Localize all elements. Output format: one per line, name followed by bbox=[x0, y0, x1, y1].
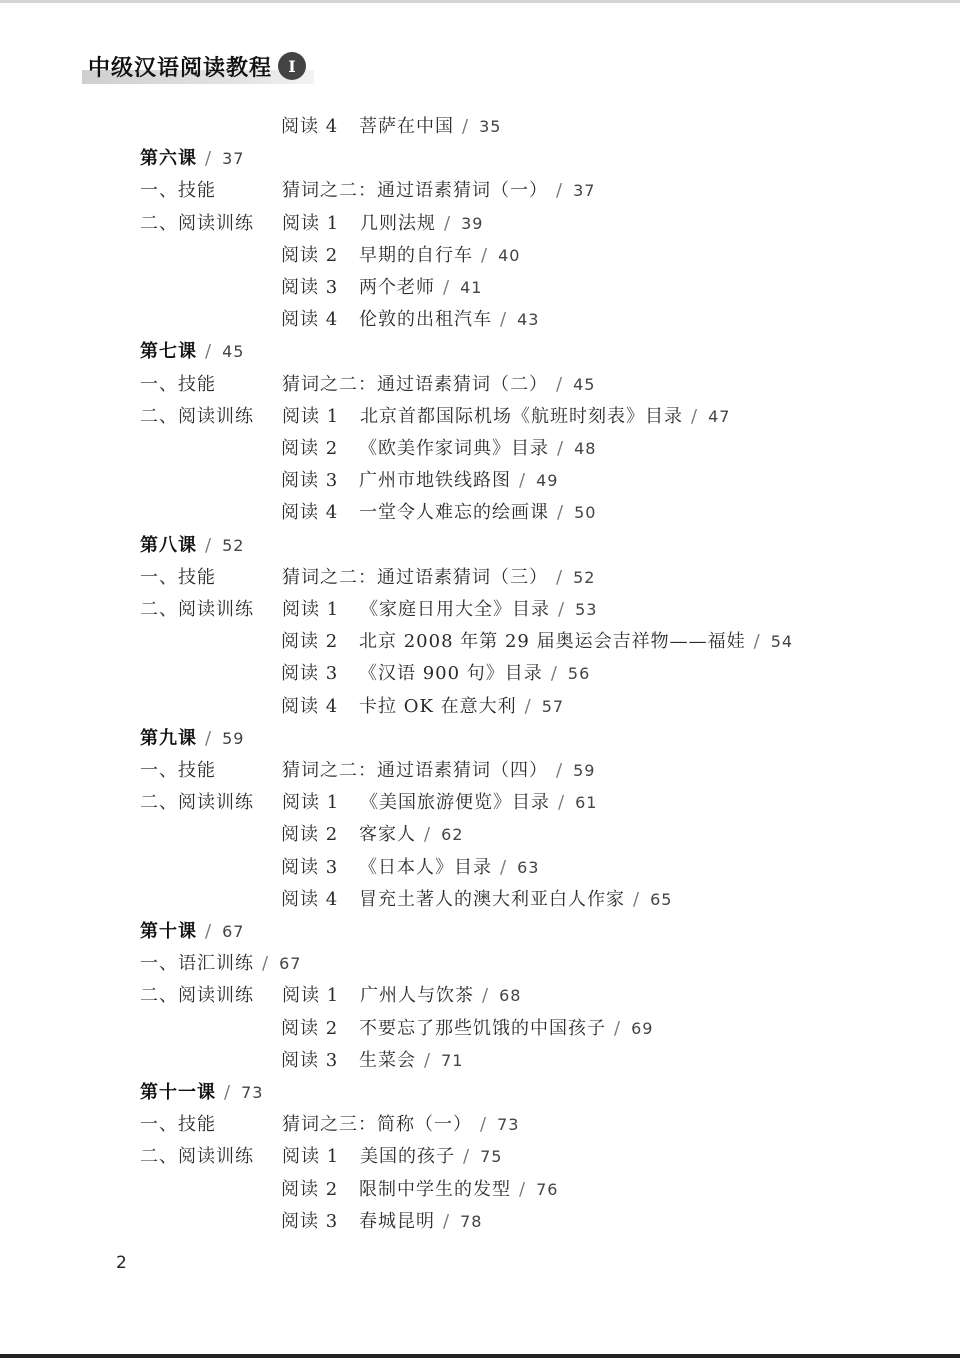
page-number-ref: 56 bbox=[567, 664, 591, 684]
separator-slash: / bbox=[556, 180, 564, 202]
toc-entry bbox=[281, 659, 590, 685]
toc-entry bbox=[281, 1207, 482, 1233]
separator-slash: / bbox=[557, 502, 565, 524]
lesson-title: 第六课 bbox=[140, 148, 197, 170]
reading-title: 美国的孩子 bbox=[360, 1146, 455, 1168]
section-label: 一、技能 bbox=[140, 566, 216, 588]
page-number-ref: 52 bbox=[573, 567, 596, 587]
toc-entry bbox=[281, 273, 482, 299]
toc-entry bbox=[281, 692, 564, 718]
toc-entry bbox=[140, 563, 595, 589]
reading-title: 不要忘了那些饥饿的中国孩子 bbox=[359, 1017, 606, 1039]
separator-slash: / bbox=[691, 405, 699, 427]
page-number-ref: 59 bbox=[573, 761, 596, 780]
page-number: 2 bbox=[116, 1253, 127, 1273]
toc-entry bbox=[281, 305, 539, 331]
section-label: 一、技能 bbox=[140, 180, 216, 202]
toc-entry bbox=[140, 1142, 502, 1168]
reading-label: 阅读 4 bbox=[281, 116, 339, 137]
separator-slash: / bbox=[205, 921, 213, 942]
page-number-ref: 68 bbox=[499, 986, 522, 1006]
section-label: 一、技能 bbox=[140, 373, 216, 395]
toc-entry bbox=[140, 144, 244, 170]
page-number-ref: 63 bbox=[517, 857, 540, 877]
reading-title: 春城昆明 bbox=[359, 1210, 435, 1232]
toc-entry bbox=[281, 853, 539, 879]
toc-entry bbox=[140, 337, 244, 363]
page-number-ref: 78 bbox=[460, 1211, 483, 1231]
lesson-title: 第七课 bbox=[140, 341, 197, 363]
reading-label: 阅读 3 bbox=[281, 1049, 339, 1071]
section-label: 二、阅读训练 bbox=[140, 212, 254, 234]
reading-title: 《欧美作家词典》目录 bbox=[359, 438, 549, 459]
page-number-ref: 35 bbox=[479, 117, 502, 136]
toc-entry bbox=[281, 820, 463, 846]
separator-slash: / bbox=[556, 566, 564, 588]
separator-slash: / bbox=[443, 1210, 451, 1232]
separator-slash: / bbox=[558, 599, 566, 620]
reading-label: 阅读 3 bbox=[281, 470, 339, 492]
reading-label: 阅读 2 bbox=[281, 438, 339, 459]
separator-slash: / bbox=[482, 985, 490, 1007]
separator-slash: / bbox=[500, 309, 508, 331]
section-label: 一、技能 bbox=[140, 1114, 216, 1136]
running-header bbox=[88, 48, 306, 84]
separator-slash: / bbox=[519, 1178, 527, 1200]
page-number-ref: 73 bbox=[497, 1115, 520, 1135]
page-number-ref: 62 bbox=[441, 825, 464, 845]
page-number-ref: 61 bbox=[575, 793, 598, 813]
page-number-ref: 76 bbox=[536, 1179, 559, 1199]
lesson-title: 第十一课 bbox=[140, 1082, 216, 1103]
separator-slash: / bbox=[524, 695, 532, 717]
toc-entry bbox=[140, 981, 521, 1007]
reading-label: 阅读 4 bbox=[281, 695, 339, 717]
reading-label: 阅读 3 bbox=[281, 277, 339, 298]
separator-slash: / bbox=[557, 438, 565, 459]
reading-label: 阅读 2 bbox=[281, 244, 339, 266]
page-number-ref: 54 bbox=[770, 632, 794, 652]
separator-slash: / bbox=[424, 1049, 432, 1071]
toc-entry bbox=[140, 402, 730, 428]
page-number-ref: 37 bbox=[222, 149, 245, 169]
reading-title: 伦敦的出租汽车 bbox=[359, 309, 492, 331]
separator-slash: / bbox=[424, 824, 432, 846]
page-number-ref: 65 bbox=[650, 889, 673, 909]
toc-entry bbox=[140, 724, 244, 750]
page-number-ref: 73 bbox=[241, 1083, 264, 1102]
separator-slash: / bbox=[519, 470, 527, 492]
separator-slash: / bbox=[550, 663, 558, 685]
separator-slash: / bbox=[205, 341, 213, 363]
separator-slash: / bbox=[205, 727, 213, 749]
separator-slash: / bbox=[614, 1017, 622, 1039]
separator-slash: / bbox=[556, 373, 564, 395]
section-title: 猜词之二：通过语素猜词（四） bbox=[282, 760, 548, 781]
toc-entry bbox=[281, 112, 501, 138]
page-number-ref: 43 bbox=[517, 310, 540, 330]
page-number-ref: 45 bbox=[573, 374, 596, 394]
page-number-ref: 41 bbox=[460, 278, 483, 297]
book-title: 中级汉语阅读教程 bbox=[88, 54, 273, 81]
toc-entry bbox=[140, 370, 595, 396]
reading-title: 限制中学生的发型 bbox=[359, 1178, 511, 1200]
reading-title: 几则法规 bbox=[360, 212, 436, 234]
bottom-edge-line bbox=[0, 1354, 960, 1358]
reading-title: 《家庭日用大全》目录 bbox=[360, 599, 550, 620]
reading-title: 菩萨在中国 bbox=[359, 116, 454, 137]
toc-entry bbox=[140, 209, 483, 235]
toc-entry bbox=[281, 885, 672, 911]
section-label: 二、阅读训练 bbox=[140, 792, 254, 814]
page-number-ref: 71 bbox=[441, 1050, 464, 1070]
reading-label: 阅读 2 bbox=[281, 1178, 339, 1200]
page-number-ref: 67 bbox=[222, 922, 245, 941]
toc-entry bbox=[281, 1046, 463, 1072]
toc-entry bbox=[281, 1014, 653, 1040]
toc-entry bbox=[140, 1078, 263, 1104]
section-label: 一、语汇训练 bbox=[140, 953, 254, 975]
reading-title: 《日本人》目录 bbox=[359, 856, 492, 878]
reading-label: 阅读 2 bbox=[281, 631, 339, 653]
separator-slash: / bbox=[443, 277, 451, 298]
reading-title: 广州人与饮茶 bbox=[360, 985, 474, 1007]
toc-entry bbox=[281, 466, 558, 492]
lesson-title: 第十课 bbox=[140, 921, 197, 942]
separator-slash: / bbox=[262, 953, 270, 975]
reading-label: 阅读 1 bbox=[282, 599, 340, 620]
toc-entry bbox=[140, 176, 595, 202]
reading-label: 阅读 3 bbox=[281, 663, 339, 685]
separator-slash: / bbox=[462, 116, 470, 137]
reading-title: 《汉语 900 句》目录 bbox=[359, 663, 543, 685]
separator-slash: / bbox=[556, 760, 564, 781]
reading-label: 阅读 3 bbox=[281, 1210, 339, 1232]
reading-label: 阅读 4 bbox=[281, 502, 339, 524]
separator-slash: / bbox=[633, 888, 641, 910]
toc-entry bbox=[140, 756, 595, 782]
toc-entry bbox=[140, 949, 301, 975]
section-title: 猜词之二：通过语素猜词（二） bbox=[282, 373, 548, 395]
page-number-ref: 49 bbox=[536, 471, 559, 491]
reading-label: 阅读 2 bbox=[281, 1017, 339, 1039]
page-number-ref: 52 bbox=[222, 535, 245, 555]
page-number-ref: 57 bbox=[541, 696, 565, 716]
reading-title: 早期的自行车 bbox=[359, 244, 473, 266]
reading-title: 北京 2008 年第 29 届奥运会吉祥物——福娃 bbox=[359, 631, 746, 653]
reading-title: 广州市地铁线路图 bbox=[359, 470, 511, 492]
reading-title: 北京首都国际机场《航班时刻表》目录 bbox=[360, 405, 683, 427]
toc-entry bbox=[281, 241, 520, 267]
reading-label: 阅读 2 bbox=[281, 824, 339, 846]
reading-title: 生菜会 bbox=[359, 1049, 416, 1071]
separator-slash: / bbox=[558, 792, 566, 814]
separator-slash: / bbox=[205, 148, 213, 170]
reading-label: 阅读 1 bbox=[282, 405, 340, 427]
section-label: 二、阅读训练 bbox=[140, 1146, 254, 1168]
reading-label: 阅读 1 bbox=[282, 985, 340, 1007]
section-title: 猜词之二：通过语素猜词（三） bbox=[282, 566, 548, 588]
page-number-ref: 67 bbox=[279, 954, 302, 974]
toc-entry bbox=[140, 595, 597, 621]
volume-badge: Ⅰ bbox=[278, 52, 306, 80]
page-number-ref: 40 bbox=[498, 245, 521, 265]
page-number-ref: 37 bbox=[573, 181, 596, 201]
separator-slash: / bbox=[444, 212, 452, 234]
separator-slash: / bbox=[753, 631, 761, 653]
separator-slash: / bbox=[224, 1082, 232, 1103]
top-edge-line bbox=[0, 0, 960, 3]
lesson-title: 第九课 bbox=[140, 727, 197, 749]
page-number-ref: 50 bbox=[574, 503, 597, 523]
toc-entry bbox=[281, 498, 596, 524]
section-label: 二、阅读训练 bbox=[140, 985, 254, 1007]
separator-slash: / bbox=[205, 534, 213, 556]
reading-label: 阅读 1 bbox=[282, 212, 340, 234]
lesson-title: 第八课 bbox=[140, 534, 197, 556]
reading-label: 阅读 1 bbox=[282, 792, 340, 814]
section-label: 二、阅读训练 bbox=[140, 599, 254, 620]
page-number-ref: 59 bbox=[222, 728, 245, 748]
toc-entry bbox=[281, 1175, 558, 1201]
reading-title: 冒充土著人的澳大利亚白人作家 bbox=[359, 888, 625, 910]
page-number-ref: 45 bbox=[222, 342, 245, 362]
toc-entry bbox=[140, 1110, 519, 1136]
separator-slash: / bbox=[481, 244, 489, 266]
page-number-ref: 53 bbox=[575, 600, 598, 619]
reading-label: 阅读 3 bbox=[281, 856, 339, 878]
toc-entry bbox=[140, 788, 597, 814]
page-number-ref: 39 bbox=[461, 213, 484, 233]
section-title: 猜词之三：简称（一） bbox=[282, 1114, 472, 1136]
toc-entry bbox=[140, 531, 244, 557]
section-title: 猜词之二：通过语素猜词（一） bbox=[282, 180, 548, 202]
toc-entry bbox=[281, 627, 793, 653]
page-number-ref: 47 bbox=[708, 406, 731, 426]
reading-label: 阅读 1 bbox=[282, 1146, 340, 1168]
toc-entry bbox=[281, 434, 596, 460]
section-label: 一、技能 bbox=[140, 760, 216, 781]
separator-slash: / bbox=[480, 1114, 488, 1136]
reading-label: 阅读 4 bbox=[281, 309, 339, 331]
separator-slash: / bbox=[463, 1146, 471, 1168]
reading-title: 一堂令人难忘的绘画课 bbox=[359, 502, 549, 524]
page-number-ref: 75 bbox=[480, 1147, 503, 1167]
reading-title: 卡拉 OK 在意大利 bbox=[359, 695, 517, 717]
separator-slash: / bbox=[500, 856, 508, 878]
page-number-ref: 69 bbox=[631, 1018, 654, 1038]
reading-title: 客家人 bbox=[359, 824, 416, 846]
reading-title: 两个老师 bbox=[359, 277, 435, 298]
reading-title: 《美国旅游便览》目录 bbox=[360, 792, 550, 814]
reading-label: 阅读 4 bbox=[281, 888, 339, 910]
page-number-ref: 48 bbox=[574, 439, 597, 458]
toc-entry bbox=[140, 917, 244, 943]
section-label: 二、阅读训练 bbox=[140, 405, 254, 427]
